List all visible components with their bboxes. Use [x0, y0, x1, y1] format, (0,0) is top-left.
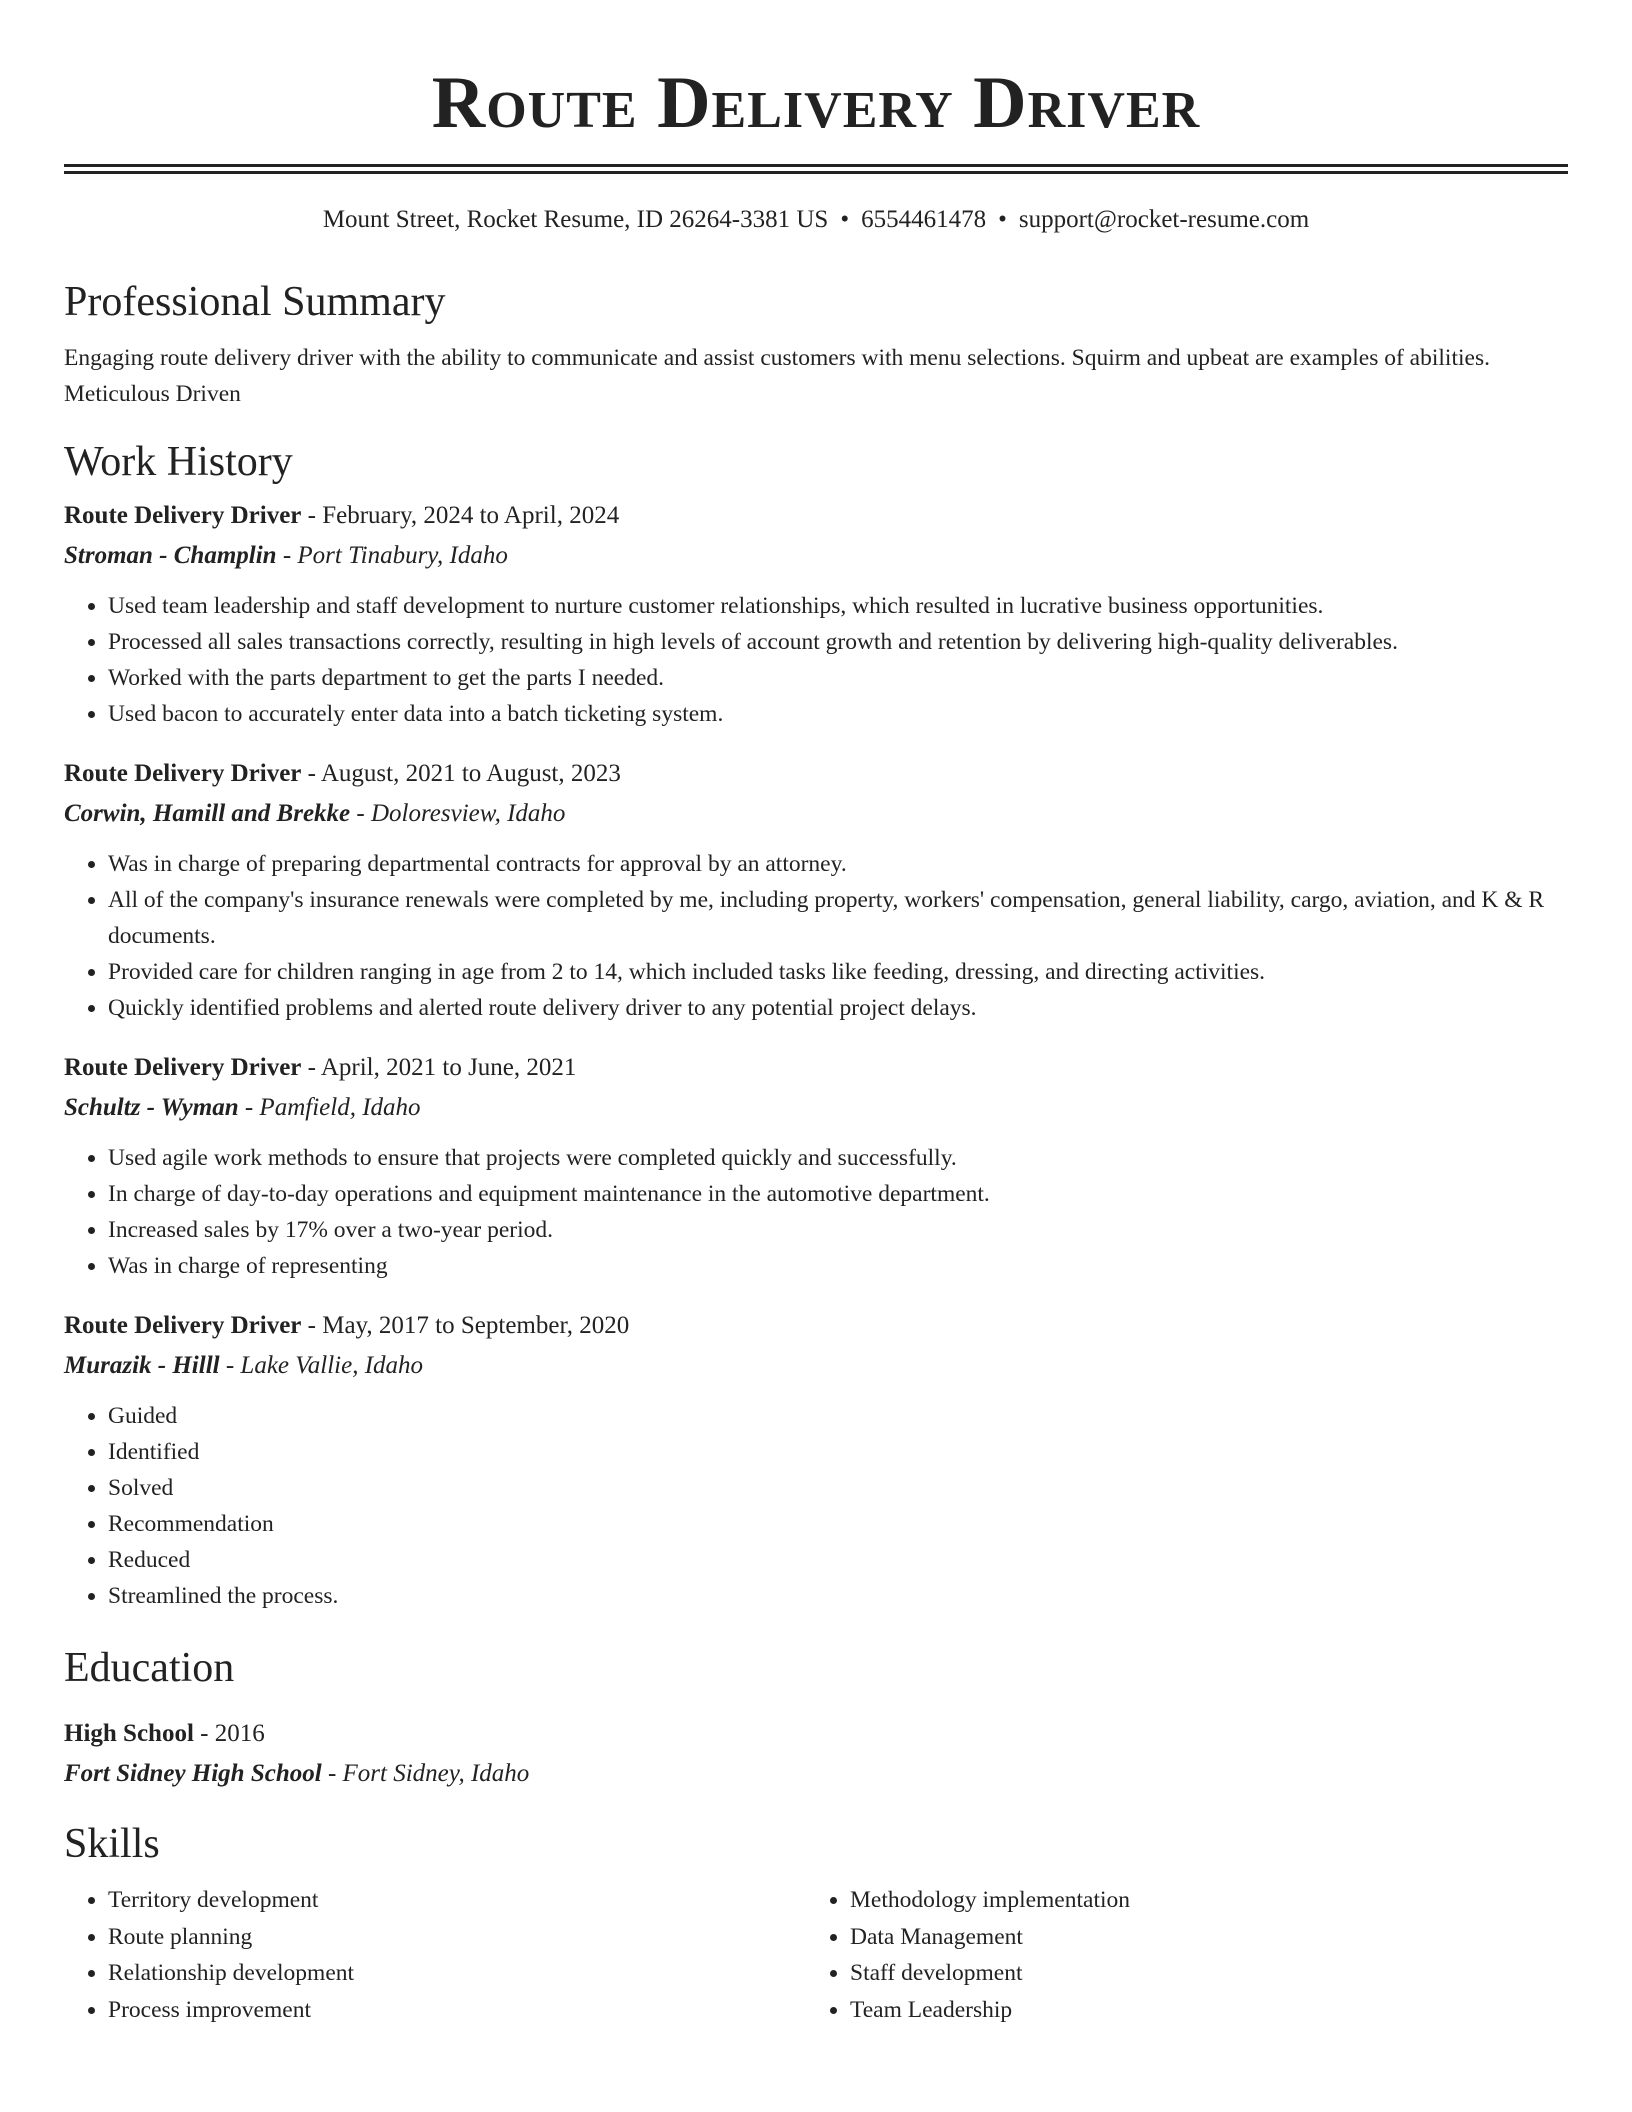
- job-dates: - May, 2017 to September, 2020: [301, 1312, 630, 1339]
- job-bullets: [64, 1398, 1568, 1614]
- skill-item: • Methodology implementation: [850, 1882, 1568, 1919]
- education-entry: [64, 1714, 1568, 1794]
- job-bullet: • Used bacon to accurately enter data into a batch ticketing system.: [108, 696, 1568, 732]
- job-bullet: • Worked with the parts department to get the parts I needed.: [108, 660, 1568, 696]
- contact-address: Mount Street, Rocket Resume, ID 26264-3381 US: [322, 206, 829, 233]
- work-history-heading: Work History: [64, 439, 293, 485]
- contact-email: support@rocket-resume.com: [1018, 206, 1310, 233]
- education-school: Fort Sidney High School: [64, 1760, 322, 1787]
- job-header: [64, 754, 1568, 794]
- job-location: - Port Tinabury, Idaho: [276, 542, 508, 569]
- job-bullet: • Increased sales by 17% over a two-year period.: [108, 1212, 1568, 1248]
- job-entry: [64, 1048, 1568, 1284]
- job-bullets: [64, 1140, 1568, 1284]
- skills-left-column: [64, 1882, 806, 2028]
- resume-page: [64, 0, 1568, 2028]
- job-bullet: • All of the company's insurance renewals were completed by me, including property, workers' compensation, general liability, cargo, aviation, and K & R documents.: [108, 882, 1568, 954]
- job-header: [64, 496, 1568, 536]
- job-employer: [64, 536, 1568, 576]
- contact-separator: •: [840, 206, 850, 233]
- job-location: - Lake Vallie, Idaho: [219, 1352, 424, 1379]
- job-bullet: • Identified: [108, 1434, 1568, 1470]
- job-bullet: • Recommendation: [108, 1506, 1568, 1542]
- job-entry: [64, 1306, 1568, 1614]
- job-company: Murazik - Hilll: [64, 1352, 220, 1379]
- education-degree: High School: [64, 1720, 194, 1747]
- education-header: [64, 1714, 1568, 1754]
- skills-heading: Skills: [64, 1821, 160, 1867]
- job-employer: [64, 794, 1568, 834]
- job-bullet: • Guided: [108, 1398, 1568, 1434]
- job-header: [64, 1048, 1568, 1088]
- job-role: Route Delivery Driver: [64, 1312, 302, 1339]
- job-role: Route Delivery Driver: [64, 760, 302, 787]
- job-bullet: • Used team leadership and staff development to nurture customer relationships, which resulted in lucrative business opportunities.: [108, 588, 1568, 624]
- job-entry: [64, 496, 1568, 732]
- job-bullet: • Solved: [108, 1470, 1568, 1506]
- job-company: Corwin, Hamill and Brekke: [64, 800, 351, 827]
- skills-columns: [64, 1882, 1568, 2028]
- summary-heading: Professional Summary: [64, 279, 446, 325]
- job-bullet: • Quickly identified problems and alerted route delivery driver to any potential project delays.: [108, 990, 1568, 1026]
- education-year: - 2016: [193, 1720, 265, 1747]
- skill-item: • Team Leadership: [850, 1992, 1568, 2029]
- education-school-line: [64, 1754, 1568, 1794]
- header-double-rule: [64, 164, 1568, 174]
- education-location: - Fort Sidney, Idaho: [321, 1760, 530, 1787]
- skill-item: • Relationship development: [108, 1955, 806, 1992]
- job-company: Stroman - Champlin: [64, 542, 277, 569]
- contact-separator: •: [998, 206, 1007, 233]
- job-dates: - April, 2021 to June, 2021: [301, 1054, 577, 1081]
- education-heading: Education: [64, 1645, 235, 1691]
- job-employer: [64, 1088, 1568, 1128]
- job-bullet: • Reduced: [108, 1542, 1568, 1578]
- job-header: [64, 1306, 1568, 1346]
- job-bullets: [64, 846, 1568, 1026]
- skill-item: • Data Management: [850, 1919, 1568, 1956]
- resume-name: Route Delivery Driver: [431, 62, 1201, 144]
- job-bullet: • Was in charge of preparing departmental contracts for approval by an attorney.: [108, 846, 1568, 882]
- skill-item: • Territory development: [108, 1882, 806, 1919]
- job-bullets: [64, 588, 1568, 732]
- job-employer: [64, 1346, 1568, 1386]
- contact-phone: 6554461478: [861, 206, 987, 233]
- job-bullet: • Was in charge of representing: [108, 1248, 1568, 1284]
- job-bullet: • Streamlined the process.: [108, 1578, 1568, 1614]
- contact-line: [64, 204, 1568, 236]
- job-location: - Doloresview, Idaho: [350, 800, 566, 827]
- job-company: Schultz - Wyman: [64, 1094, 239, 1121]
- job-bullet: • Provided care for children ranging in age from 2 to 14, which included tasks like feeding, dressing, and directing activities.: [108, 954, 1568, 990]
- skill-item: • Staff development: [850, 1955, 1568, 1992]
- job-bullet: • Processed all sales transactions correctly, resulting in high levels of account growth and retention by delivering high-quality deliverables.: [108, 624, 1568, 660]
- job-entry: [64, 754, 1568, 1026]
- job-role: Route Delivery Driver: [64, 502, 302, 529]
- job-dates: - February, 2024 to April, 2024: [301, 502, 620, 529]
- skill-item: • Process improvement: [108, 1992, 806, 2029]
- job-location: - Pamfield, Idaho: [238, 1094, 421, 1121]
- skills-right-column: [806, 1882, 1568, 2028]
- job-bullet: • In charge of day-to-day operations and equipment maintenance in the automotive department.: [108, 1176, 1568, 1212]
- skill-item: • Route planning: [108, 1919, 806, 1956]
- summary-text: Engaging route delivery driver with the ability to communicate and assist customers with menu selections. Squirm and upbeat are examples of abilities. Meticulous Driven: [64, 345, 1490, 407]
- job-dates: - August, 2021 to August, 2023: [301, 760, 621, 787]
- job-role: Route Delivery Driver: [64, 1054, 302, 1081]
- job-bullet: • Used agile work methods to ensure that projects were completed quickly and successfully.: [108, 1140, 1568, 1176]
